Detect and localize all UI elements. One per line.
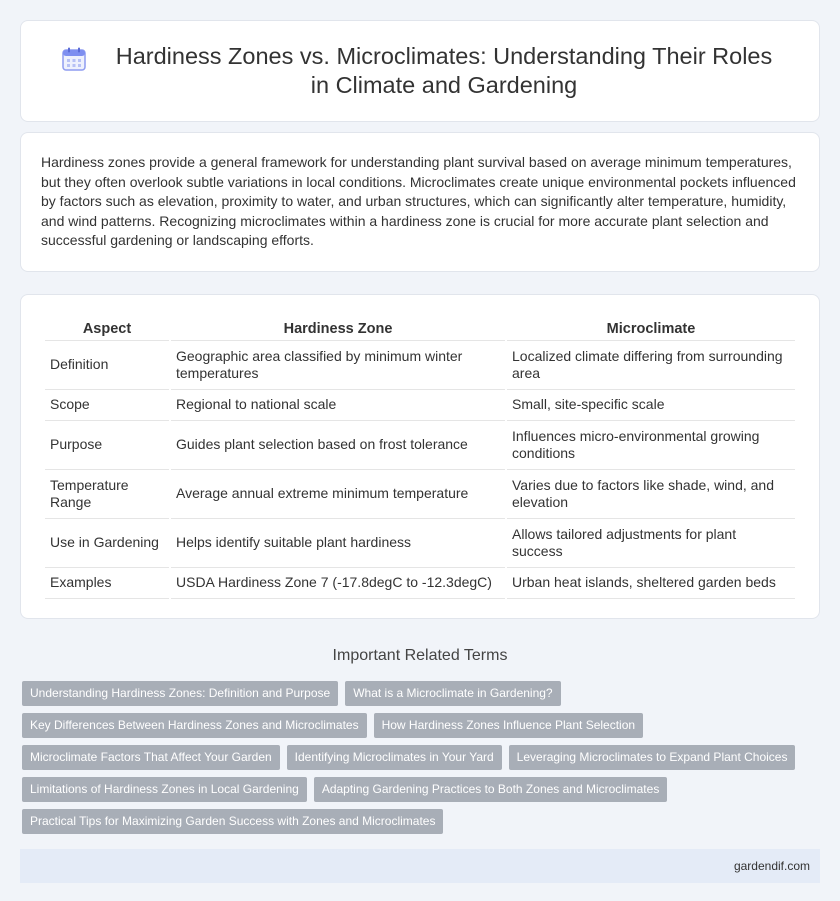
microclimate-cell: Localized climate differing from surrounding area (507, 341, 795, 390)
hardiness-zone-cell: Average annual extreme minimum temperature (171, 470, 505, 519)
table-row (45, 519, 795, 568)
table-row (45, 568, 795, 599)
table-header-row (45, 315, 795, 341)
hardiness-zone-cell: Guides plant selection based on frost tolerance (171, 421, 505, 470)
page-footer (20, 849, 820, 883)
microclimate-cell: Small, site-specific scale (507, 390, 795, 421)
related-term-tag[interactable]: Identifying Microclimates in Your Yard (287, 745, 502, 770)
related-term-tag[interactable]: How Hardiness Zones Influence Plant Selection (374, 713, 643, 738)
related-term-tag[interactable]: What is a Microclimate in Gardening? (345, 681, 560, 706)
microclimate-cell: Allows tailored adjustments for plant success (507, 519, 795, 568)
related-term-tag[interactable]: Practical Tips for Maximizing Garden Success with Zones and Microclimates (22, 809, 443, 834)
related-term-tag[interactable]: Adapting Gardening Practices to Both Zones and Microclimates (314, 777, 668, 802)
related-term-tag[interactable]: Understanding Hardiness Zones: Definition and Purpose (22, 681, 338, 706)
comparison-table (43, 315, 797, 599)
related-terms-list (22, 681, 820, 841)
microclimate-cell: Varies due to factors like shade, wind, and elevation (507, 470, 795, 519)
related-term-tag[interactable]: Key Differences Between Hardiness Zones and Microclimates (22, 713, 367, 738)
related-term-tag[interactable]: Limitations of Hardiness Zones in Local Gardening (22, 777, 307, 802)
page-header (20, 20, 820, 122)
calendar-icon (61, 46, 87, 72)
aspect-cell: Use in Gardening (45, 519, 169, 568)
aspect-cell: Definition (45, 341, 169, 390)
footer-site-link[interactable]: gardendif.com (733, 859, 810, 873)
related-term-tag[interactable]: Leveraging Microclimates to Expand Plant Choices (509, 745, 796, 770)
table-row (45, 421, 795, 470)
column-header-aspect: Aspect (45, 315, 169, 341)
hardiness-zone-cell: USDA Hardiness Zone 7 (-17.8degC to -12.3degC) (171, 568, 505, 599)
hardiness-zone-cell: Regional to national scale (171, 390, 505, 421)
table-row (45, 470, 795, 519)
related-term-tag[interactable]: Microclimate Factors That Affect Your Garden (22, 745, 280, 770)
aspect-cell: Temperature Range (45, 470, 169, 519)
microclimate-cell: Urban heat islands, sheltered garden beds (507, 568, 795, 599)
related-terms-title: Important Related Terms (332, 647, 508, 664)
page-title: Hardiness Zones vs. Microclimates: Understanding Their Roles in Climate and Gardening (115, 43, 773, 98)
aspect-cell: Purpose (45, 421, 169, 470)
hardiness-zone-cell: Geographic area classified by minimum winter temperatures (171, 341, 505, 390)
column-header-hardiness-zone: Hardiness Zone (171, 315, 505, 341)
table-row (45, 341, 795, 390)
comparison-table-card (20, 294, 820, 619)
hardiness-zone-cell: Helps identify suitable plant hardiness (171, 519, 505, 568)
microclimate-cell: Influences micro-environmental growing conditions (507, 421, 795, 470)
aspect-cell: Scope (45, 390, 169, 421)
aspect-cell: Examples (45, 568, 169, 599)
intro-paragraph: Hardiness zones provide a general framework for understanding plant survival based on average minimum temperatures, but they often overlook subtle variations in local conditions. Microclimates create unique environmental pockets influenced by factors such as elevation, proximity to water, and urban structures, which can significantly alter temperature, humidity, and wind patterns. Recognizing microclimates within a hardiness zone is crucial for more accurate plant selection and successful gardening or landscaping efforts. (20, 132, 820, 272)
table-row (45, 390, 795, 421)
column-header-microclimate: Microclimate (507, 315, 795, 341)
